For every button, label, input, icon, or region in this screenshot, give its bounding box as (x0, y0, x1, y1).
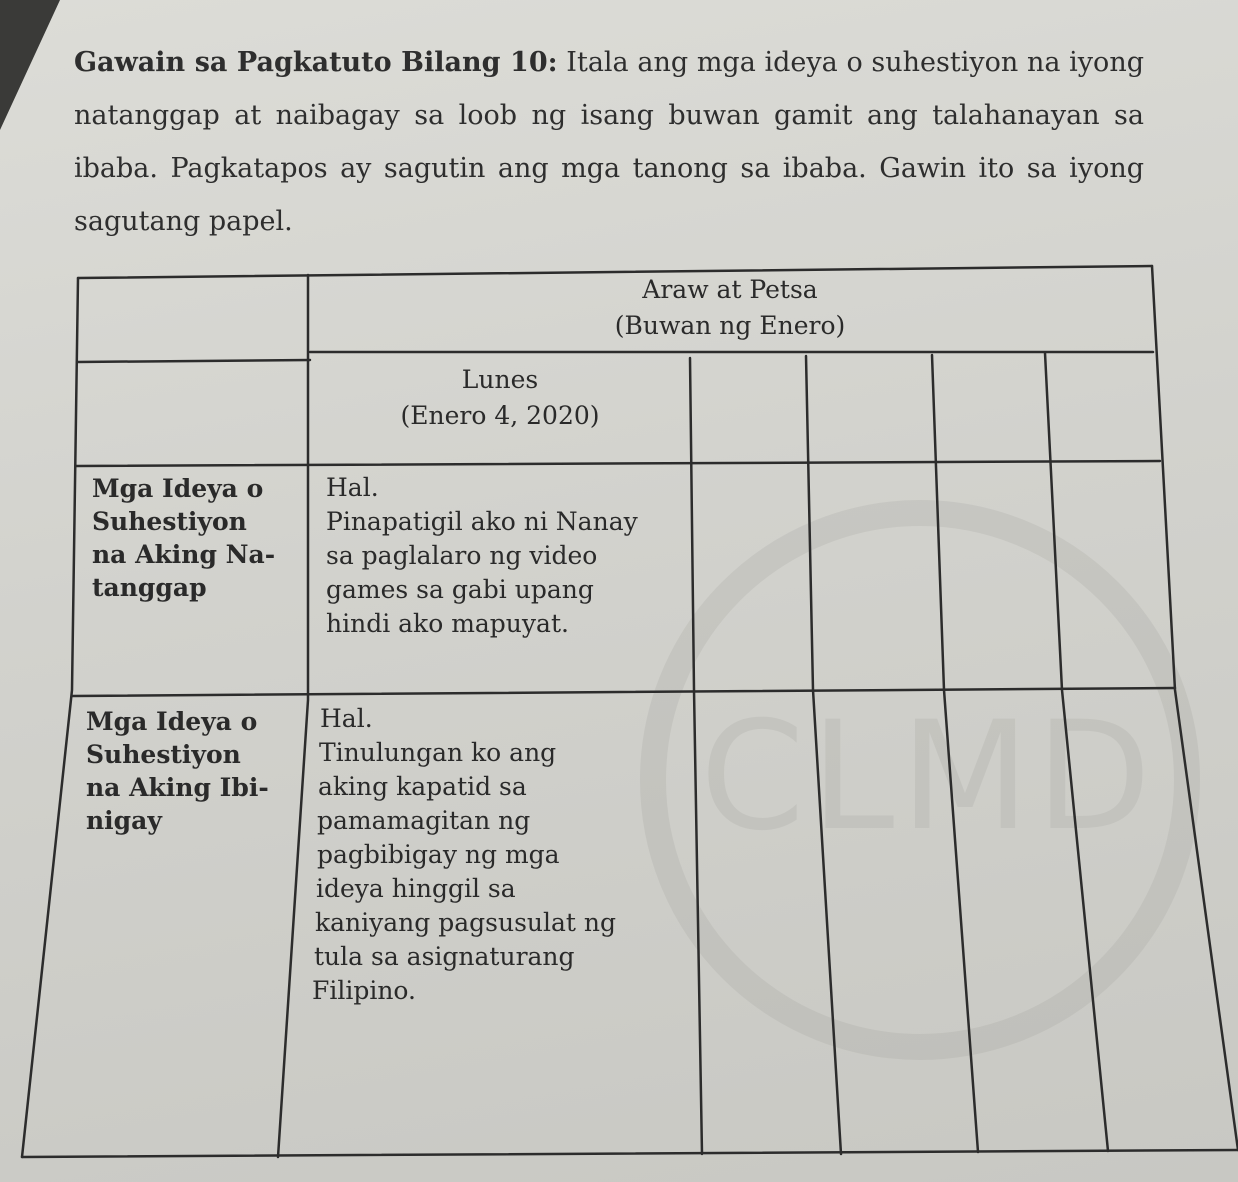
activity-label: Gawain sa Pagkatuto Bilang 10: (74, 47, 558, 78)
table-left-border (22, 278, 78, 1157)
example-given (312, 702, 692, 1008)
column-divider-4 (1045, 353, 1108, 1151)
example-line: Tinulungan ko ang (319, 738, 557, 767)
column-divider-3 (932, 355, 978, 1152)
row-label-received (92, 472, 307, 604)
example-line: ideya hinggil sa (316, 874, 516, 903)
row-label-line: na Aking Na- (92, 540, 276, 569)
example-line: Filipino. (312, 976, 416, 1005)
subheader-bottom-line (76, 461, 1160, 466)
row-label-line: tanggap (92, 573, 207, 602)
row-label-line: Mga Ideya o (86, 707, 258, 736)
row-label-given (86, 705, 286, 837)
row-label-line: na Aking Ibi- (86, 773, 269, 802)
example-line: pagbibigay ng mga (317, 840, 560, 869)
day-date: (Enero 4, 2020) (400, 401, 600, 430)
instructions-text: Itala ang mga ideya o suhestiyon na iyong natanggap at naibagay sa loob ng isang buwan gamit ang talahanayan sa ibaba. Pagkatapos ay sagutin ang mga tanong sa ibaba. Gawin ito sa iyong sagutang papel. (74, 47, 1144, 237)
example-line: aking kapatid sa (318, 772, 527, 801)
row1-bottom-line (72, 688, 1175, 696)
example-line: games sa gabi upang (326, 575, 594, 604)
example-line: sa paglalaro ng video (326, 541, 598, 570)
example-line: Hal. (326, 473, 379, 502)
header-bottom-line (77, 360, 310, 362)
example-line: Pinapatigil ako ni Nanay (326, 507, 638, 536)
table-header-month: (Buwan ng Enero) (614, 311, 846, 340)
example-line: kaniyang pagsusulat ng (315, 908, 617, 937)
column-divider-2 (806, 356, 841, 1154)
table-header-title: Araw at Petsa (642, 275, 818, 304)
row-label-line: Suhestiyon (86, 740, 241, 769)
table-right-border (1152, 266, 1238, 1150)
example-line: hindi ako mapuyat. (326, 609, 569, 638)
example-line: tula sa asignaturang (314, 942, 575, 971)
row-label-line: Suhestiyon (92, 507, 247, 536)
row-label-line: Mga Ideya o (92, 474, 264, 503)
day-header (320, 362, 680, 434)
table-header (330, 272, 1130, 344)
row-label-line: nigay (86, 806, 162, 835)
table-bottom-border (22, 1150, 1238, 1157)
day-name: Lunes (461, 365, 539, 394)
example-line: pamamagitan ng (317, 806, 531, 835)
example-line: Hal. (320, 704, 373, 733)
seal-watermark-letters: CLMD (700, 690, 1158, 864)
example-received (326, 471, 691, 641)
